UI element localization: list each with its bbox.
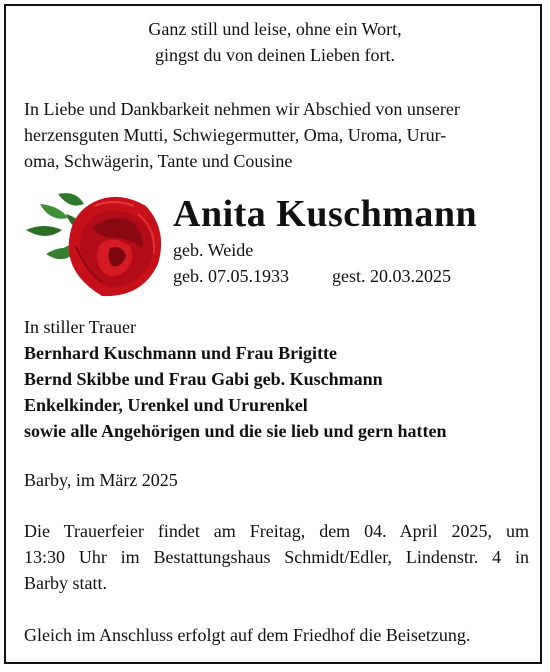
deceased-name: Anita Kuschmann [173,193,478,235]
birth-date: geb. 07.05.1933 [173,266,289,286]
funeral-line: Barby statt. [24,573,107,593]
mourner-line: Bernd Skibbe und Frau Gabi geb. Kuschmann [24,369,383,389]
intro-text [24,96,529,174]
mourners-heading: In stiller Trauer [24,317,136,337]
life-dates [173,264,451,288]
intro-line: oma, Schwägerin, Tante und Cousine [24,151,293,171]
mourner-line: sowie alle Angehörigen und die sie lieb und gern hatten [24,421,447,441]
mourners [24,314,447,444]
mourner-line: Enkelkinder, Urenkel und Ururenkel [24,395,308,415]
funeral-line: 13:30 Uhr im Bestattungshaus Schmidt/Edler, Lindenstr. 4 in [24,547,529,567]
burial-info: Gleich im Anschluss erfolgt auf dem Friedhof die Beisetzung. [24,625,471,645]
rose-icon [18,184,170,302]
maiden-name: geb. Weide [173,240,254,260]
death-date: gest. 20.03.2025 [332,266,451,286]
poem [0,16,550,68]
mourner-line: Bernhard Kuschmann und Frau Brigitte [24,343,338,363]
intro-line: herzensguten Mutti, Schwiegermutter, Oma, Uroma, Urur- [24,125,447,145]
funeral-info [24,518,529,596]
poem-line: gingst du von deinen Lieben fort. [155,45,395,65]
intro-line: In Liebe und Dankbarkeit nehmen wir Abschied von unserer [24,99,460,119]
poem-line: Ganz still und leise, ohne ein Wort, [148,19,402,39]
funeral-line: Die Trauerfeier findet am Freitag, dem 04. April 2025, um [24,521,529,541]
place-date: Barby, im März 2025 [24,470,178,490]
